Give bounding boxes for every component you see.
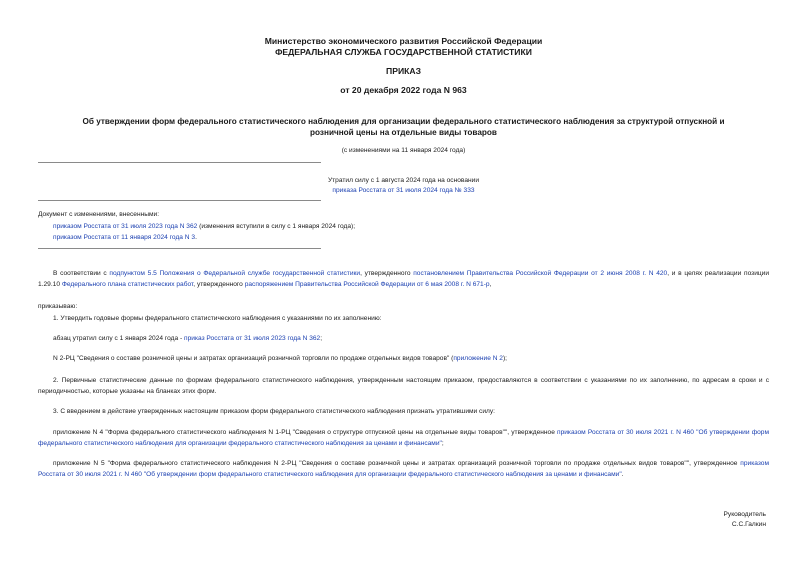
- service-name: ФЕДЕРАЛЬНАЯ СЛУЖБА ГОСУДАРСТВЕННОЙ СТАТИСТИКИ: [275, 47, 532, 57]
- text: , утвержденного: [360, 270, 414, 277]
- changes-block: [38, 209, 538, 244]
- changes-item-2: [38, 232, 538, 244]
- text: ;: [320, 335, 323, 342]
- ministry-name: Министерство экономического развития Российской Федерации: [264, 36, 543, 46]
- text: , и в целях реализации позиции 1.29.10: [38, 270, 770, 288]
- changes-intro: Документ с изменениями, внесенными:: [38, 211, 160, 218]
- regulation-link[interactable]: подпунктом 5.5 Положения о Федеральной службе государственной статистики: [109, 270, 361, 277]
- doc-title-line1: Об утверждении форм федерального статистического наблюдения для организации федерального статистического наблюдения за структурой отпускной и: [82, 117, 725, 126]
- text: );: [502, 355, 507, 362]
- text: приложение N 5 "Форма федерального статистического наблюдения N 2-РЦ "Сведения о составе розничной цены и затратах организаций розничной торговли по продаже отдельных видов товаров"", утвержденное: [53, 460, 741, 467]
- signature-role: Руководитель: [723, 511, 766, 518]
- doc-title-line2: розничной цены на отдельные виды товаров: [310, 128, 497, 137]
- amended-note: (с изменениями на 11 января 2024 года): [341, 147, 466, 154]
- text: ;: [441, 439, 444, 447]
- paragraph-order: приказываю:: [38, 303, 78, 310]
- changes-item-1: [38, 221, 538, 233]
- doc-type: ПРИКАЗ: [386, 66, 421, 76]
- divider: [38, 162, 321, 163]
- rosstat-order-title-link[interactable]: "Об утверждении форм федерального статистического наблюдения для организации федерального статистического наблюдения за ценами и финансами": [38, 429, 769, 447]
- statistical-plan-link[interactable]: Федерального плана статистических работ: [61, 280, 194, 288]
- change-item-1-text: (изменения вступили в силу с 1 января 2024 года);: [197, 222, 356, 230]
- divider: [38, 248, 321, 249]
- paragraph-preamble: [38, 269, 769, 290]
- divider: [38, 200, 321, 201]
- paragraph-item-1: 1. Утвердить годовые формы федерального статистического наблюдения с указаниями по их заполнению:: [53, 315, 382, 322]
- paragraph-appendix-4: [38, 428, 769, 449]
- text: N 2-РЦ "Сведения о составе розничной цены и затратах организаций розничной торговли по продаже отдельных видов товаров" (: [53, 355, 454, 362]
- paragraph-item-2: 2. Первичные статистические данные по формам федерального статистического наблюдения, утвержденным настоящим приказом, предоставляются в соответствии с указаниями по их заполнению, по адресам в сроки и с периодичностью, которые указаны на бланках этих форм.: [38, 377, 769, 395]
- rosstat-order-link[interactable]: приказом Росстата от 30 июля 2021 г. N 460: [557, 429, 694, 436]
- paragraph-repealed: [38, 334, 769, 345]
- expired-order-link[interactable]: приказа Росстата от 31 июля 2024 года № 333: [332, 187, 475, 194]
- paragraph-appendix-5: [38, 459, 769, 480]
- text: В соответствии с: [53, 270, 110, 277]
- text: , утвержденного: [193, 280, 245, 288]
- change-order-link-1[interactable]: приказом Росстата от 31 июля 2023 года N 362: [53, 222, 198, 230]
- expired-link-line: [0, 186, 807, 195]
- appendix-2-link[interactable]: приложение N 2: [453, 355, 503, 362]
- rosstat-order-link[interactable]: приказом Росстата от 30 июля 2021 г. N 460: [38, 460, 769, 478]
- text: приложение N 4 "Форма федерального статистического наблюдения N 1-РЦ "Сведения о структуре отпускной цены на отдельные виды товаров"", утвержденное: [53, 429, 558, 436]
- amending-order-link[interactable]: приказ Росстата от 31 июля 2023 года N 362: [184, 335, 321, 342]
- rosstat-order-title-link[interactable]: "Об утверждении форм федерального статистического наблюдения для организации федерального статистического наблюдения за ценами и финансами": [143, 470, 622, 478]
- change-item-2-text: .: [195, 234, 197, 241]
- text: ,: [489, 280, 492, 288]
- paragraph-item-3: 3. С введением в действие утвержденных настоящим приказом форм федерального статистического наблюдения признать утратившими силу:: [53, 408, 496, 415]
- signature-name: С.С.Галкин: [731, 521, 766, 528]
- text: абзац утратил силу с 1 января 2024 года -: [53, 335, 185, 342]
- text: .: [621, 470, 624, 478]
- government-order-link[interactable]: распоряжением Правительства Российской Федерации от 6 мая 2008 г. N 671-р: [244, 280, 490, 288]
- government-decree-link[interactable]: постановлением Правительства Российской Федерации от 2 июня 2008 г. N 420: [413, 270, 668, 277]
- change-order-link-2[interactable]: приказом Росстата от 11 января 2024 года N 3: [53, 234, 196, 241]
- doc-date-number: от 20 декабря 2022 года N 963: [340, 85, 467, 95]
- expired-text: Утратил силу с 1 августа 2024 года на основании: [327, 177, 480, 184]
- paragraph-form-2rc: [38, 354, 769, 365]
